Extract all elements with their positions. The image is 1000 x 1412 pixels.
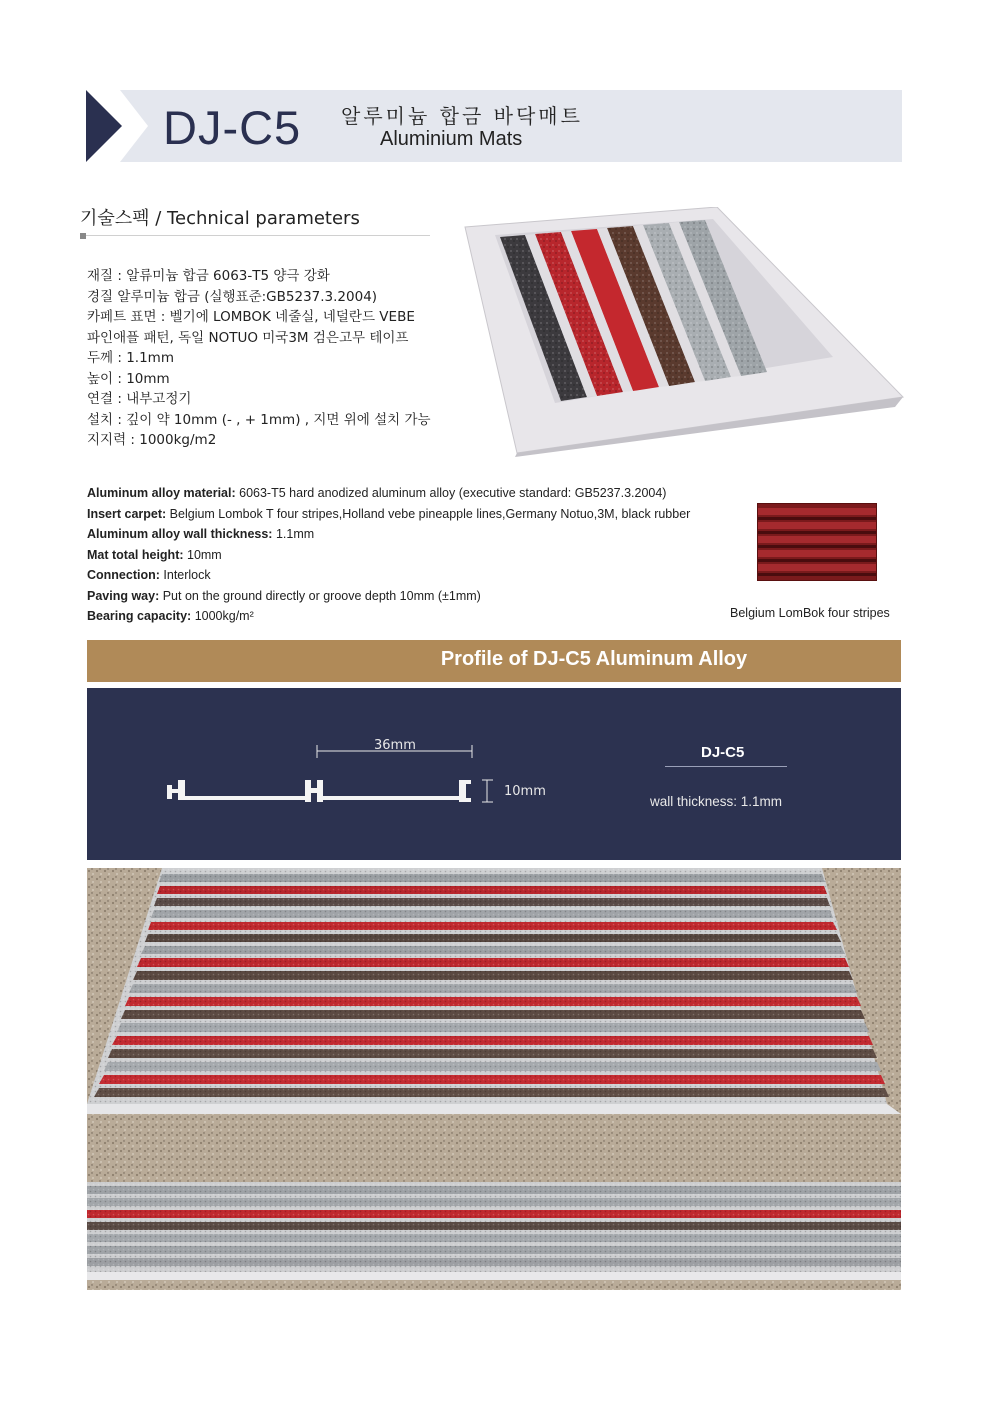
model-title: DJ-C5 bbox=[163, 101, 302, 154]
mat-product-image bbox=[455, 207, 905, 457]
spec-en-line bbox=[87, 606, 690, 627]
section-title: 기술스펙 / Technical parameters bbox=[80, 208, 360, 229]
profile-title: Profile of DJ-C5 Aluminum Alloy bbox=[440, 648, 748, 670]
swatch-caption: Belgium LomBok four stripes bbox=[730, 606, 890, 620]
carpet-swatch-image bbox=[757, 503, 877, 581]
spec-ko-line: 연결 : 내부고정기 bbox=[87, 391, 192, 407]
spec-en-label: Aluminum alloy wall thickness: bbox=[87, 527, 273, 541]
spec-en-label: Connection: bbox=[87, 568, 160, 582]
profile-model-label: DJ-C5 bbox=[701, 744, 745, 761]
spec-en-value: Interlock bbox=[159, 568, 211, 582]
section-divider bbox=[80, 235, 430, 236]
spec-en-label: Bearing capacity: bbox=[87, 609, 192, 623]
spec-en-line bbox=[87, 565, 690, 586]
spec-en-line bbox=[87, 586, 690, 607]
profile-model-underline bbox=[665, 766, 787, 767]
spec-en-value: Belgium Lombok T four stripes,Holland vebe pineapple lines,Germany Notuo,3M, black rubber bbox=[166, 506, 691, 521]
spec-en-line bbox=[87, 545, 690, 566]
spec-ko-line: 설치 : 깊이 약 10mm (- , + 1mm) , 지면 위에 설치 가능 bbox=[87, 411, 431, 428]
spec-en-label: Insert carpet: bbox=[87, 506, 167, 521]
spec-en-line bbox=[87, 504, 690, 525]
height-dimension-label: 10mm bbox=[504, 784, 546, 799]
korean-spec-list bbox=[87, 266, 492, 451]
header-arrow-icon bbox=[86, 90, 122, 162]
spec-en-label: Aluminum alloy material: bbox=[87, 486, 236, 500]
spec-ko-line: 지지력 : 1000kg/m2 bbox=[87, 432, 217, 448]
section-marker bbox=[80, 233, 86, 239]
spec-ko-line: 파인애플 패턴, 독일 NOTUO 미국3M 검은고무 테이프 bbox=[87, 329, 409, 346]
title-korean: 알루미늄 합금 바닥매트 bbox=[341, 104, 583, 128]
spec-en-line bbox=[87, 483, 690, 504]
spec-en-value: Put on the ground directly or groove depth 10mm (±1mm) bbox=[159, 588, 481, 603]
spec-en-line bbox=[87, 524, 690, 545]
profile-diagram-panel bbox=[87, 688, 901, 860]
spec-ko-line: 재질 : 알류미늄 합금 6063-T5 양극 강화 bbox=[87, 268, 330, 284]
spec-ko-line: 경질 알루미늄 합금 (실행표준:GB5237.3.2004) bbox=[87, 288, 378, 305]
spec-en-value: 6063-T5 hard anodized aluminum alloy (executive standard: GB5237.3.2004) bbox=[235, 486, 667, 500]
width-dimension-label: 36mm bbox=[374, 738, 416, 753]
spec-ko-line: 카페트 표면 : 벨기에 LOMBOK 네줄실, 네덜란드 VEBE bbox=[87, 309, 415, 325]
installed-mat-photo bbox=[87, 868, 901, 1290]
spec-en-label: Paving way: bbox=[87, 588, 160, 603]
spec-en-value: 10mm bbox=[183, 547, 222, 562]
profile-drawing bbox=[87, 688, 901, 860]
spec-en-value: 1.1mm bbox=[272, 527, 315, 541]
english-spec-list bbox=[87, 483, 690, 627]
profile-title-band bbox=[87, 640, 901, 682]
wall-thickness-label: wall thickness: 1.1mm bbox=[650, 794, 783, 809]
spec-en-label: Mat total height: bbox=[87, 547, 184, 562]
spec-en-value: 1000kg/m² bbox=[191, 609, 254, 623]
title-english: Aluminium Mats bbox=[380, 128, 523, 150]
spec-ko-line: 두께 : 1.1mm bbox=[87, 350, 174, 366]
spec-ko-line: 높이 : 10mm bbox=[87, 370, 170, 387]
